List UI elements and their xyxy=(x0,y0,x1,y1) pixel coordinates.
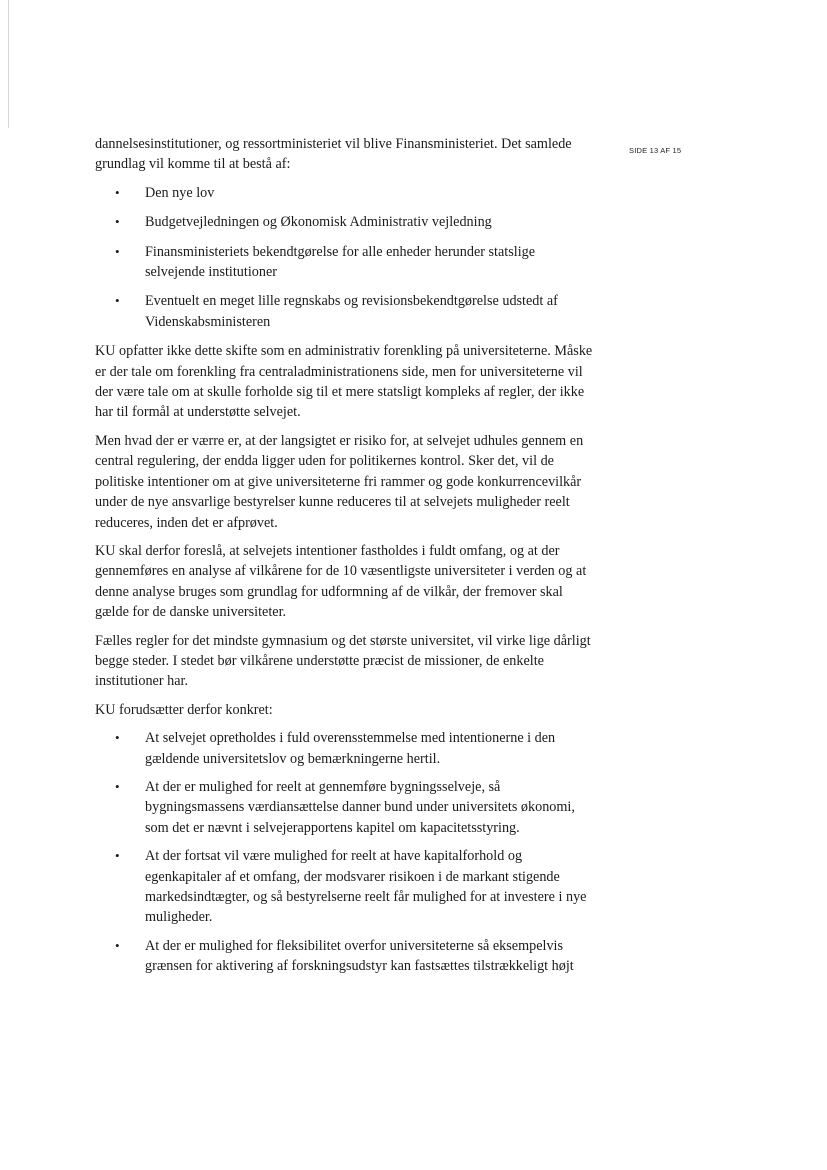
bullet-icon: • xyxy=(115,243,120,259)
list-item: • Finansministeriets bekendtgørelse for alle enheder herunder statslige selvejende institutioner xyxy=(115,243,536,281)
bullet-icon: • xyxy=(115,937,120,953)
list-item: • At der er mulighed for reelt at gennemføre bygningsselveje, så bygningsmassens værdiansættelse danner bund under universitets økonomi, som det er nævnt i selvejerapportens kapitel om kapacitetsstyring. xyxy=(115,778,575,836)
requirements-list xyxy=(95,728,595,976)
list-item: • At der er mulighed for fleksibilitet overfor universiteterne så eksempelvis grænsen for aktivering af forskningsudstyr kan fastsættes tilstrækkeligt højt xyxy=(115,937,574,975)
list-item: • Eventuelt en meget lille regnskabs og revisionsbekendtgørelse udstedt af Videnskabsministeren xyxy=(115,293,558,330)
paragraph: KU forudsætter derfor konkret: xyxy=(95,701,273,718)
page-number-label: SIDE 13 AF 15 xyxy=(629,146,682,155)
scan-edge-line xyxy=(8,0,9,128)
paragraph: Men hvad der er værre er, at der langsigtet er risiko for, at selvejet udhules gennem en central regulering, der endda ligger uden for politikernes kontrol. Sker det, vil de politiske intentioner om at give universiteterne fri rammer og gode konkurrencevilkår under de nye ansvarlige bestyrelser kunne reduceres til at selvejets muligheder reelt reduceres, inden det er afprøvet. xyxy=(95,432,584,531)
bullet-icon: • xyxy=(115,293,120,309)
basis-list xyxy=(95,183,595,332)
bullet-icon: • xyxy=(115,214,120,230)
paragraph: Fælles regler for det mindste gymnasium og det største universitet, vil virke lige dårligt begge steder. I stedet bør vilkårene understøtte præcist de missioner, de enkelte institutioner har. xyxy=(95,632,591,690)
bullet-icon: • xyxy=(115,778,120,794)
paragraph: KU opfatter ikke dette skifte som en administrativ forenkling på universiteterne. Måske er der tale om forenkling fra centraladministrationens side, men for universiteterne vil der være tale om at skulle forholde sig til et mere statsligt kompleks af regler, der ikke har til formål at understøtte selvejet. xyxy=(95,343,593,421)
paragraph: KU skal derfor foreslå, at selvejets intentioner fastholdes i fuldt omfang, og at der gennemføres en analyse af vilkårene for de 10 væsentligste universiteter i verden og at denne analyse bruges som grundlag for udformning af de vilkår, der fremover skal gælde for de danske universiteter. xyxy=(95,542,587,621)
paragraph-intro: dannelsesinstitutioner, og ressortministeriet vil blive Finansministeriet. Det samlede grundlag vil komme til at bestå af: xyxy=(95,136,572,173)
list-item: • Den nye lov xyxy=(95,183,595,203)
list-item: • Budgetvejledningen og Økonomisk Administrativ vejledning xyxy=(95,212,595,232)
document-body xyxy=(95,134,595,985)
list-item: • At selvejet opretholdes i fuld overensstemmelse med intentionerne i den gældende universitetslov og bemærkningerne hertil. xyxy=(115,730,556,767)
bullet-icon: • xyxy=(115,730,120,746)
bullet-icon: • xyxy=(115,848,120,864)
bullet-icon: • xyxy=(115,184,120,200)
list-item: • At der fortsat vil være mulighed for reelt at have kapitalforhold og egenkapitaler af et omfang, der modsvarer risikoen i de markant stigende markedsindtægter, og så bestyrelserne reelt får mulighed for at investere i nye muligheder. xyxy=(115,848,587,926)
